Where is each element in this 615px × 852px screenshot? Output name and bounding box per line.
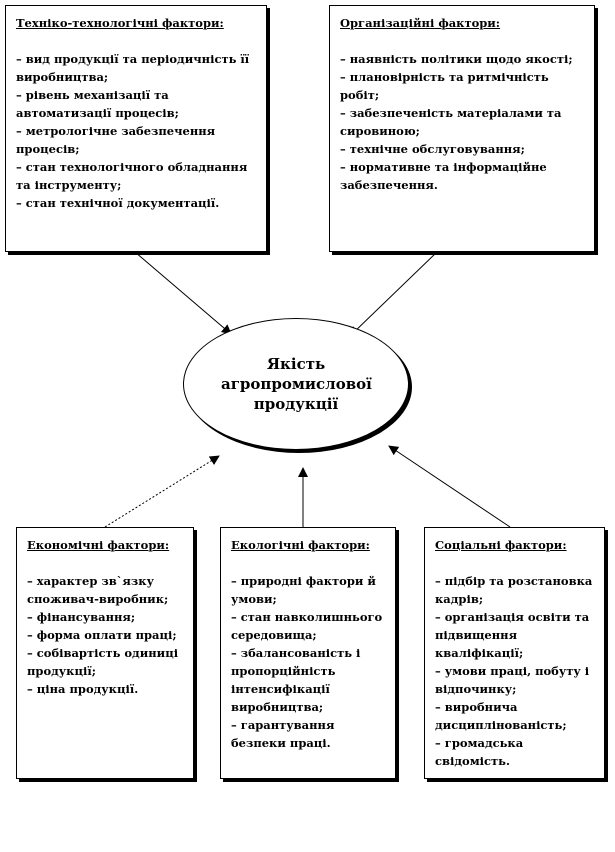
ecological-factor-item: – гарантування безпеки праці. <box>231 716 385 752</box>
social-factor-item: – умови праці, побуту і відпочинку; <box>435 662 594 698</box>
social-factor-item: – громадська свідомість. <box>435 734 594 770</box>
economic-factors-box <box>16 527 194 779</box>
organizational-factor-item: – нормативне та інформаційне забезпечення. <box>340 158 584 194</box>
ecological-factor-item: – природні фактори й умови; <box>231 572 385 608</box>
economic-factor-item: – фінансування; <box>27 608 183 626</box>
technical-factor-item: – стан технологічного обладнання та інструменту; <box>16 158 256 194</box>
technical-factor-item: – стан технічної документації. <box>16 194 256 212</box>
social-factors-title: Соціальні фактори: <box>435 538 567 552</box>
organizational-factor-item: – технічне обслуговування; <box>340 140 584 158</box>
economic-factor-item: – ціна продукції. <box>27 680 183 698</box>
ecological-factors-title: Екологічні фактори: <box>231 538 370 552</box>
ecological-factor-item: – стан навколишнього середовища; <box>231 608 385 644</box>
organizational-factor-item: – плановірність та ритмічність робіт; <box>340 68 584 104</box>
social-factor-item: – організація освіти та підвищення кваліфікації; <box>435 608 594 662</box>
arrow-technical <box>135 252 231 334</box>
ecological-factor-item: – збалансованість і пропорційність інтенсифікації виробництва; <box>231 644 385 716</box>
economic-factor-item: – форма оплати праці; <box>27 626 183 644</box>
social-factors-box <box>424 527 605 779</box>
arrow-economic <box>105 456 219 527</box>
economic-factors-title: Економічні фактори: <box>27 538 170 552</box>
ecological-factors-box <box>220 527 396 779</box>
technical-factor-item: – вид продукції та періодичність її виробництва; <box>16 50 256 86</box>
technical-factor-item: – рівень механізації та автоматизації процесів; <box>16 86 256 122</box>
organizational-factor-item: – забезпеченість матеріалами та сировиною; <box>340 104 584 140</box>
social-factor-item: – підбір та розстановка кадрів; <box>435 572 594 608</box>
arrow-social <box>389 446 510 527</box>
organizational-factors-title: Організаційні фактори: <box>340 16 501 30</box>
technical-factor-item: – метрологічне забезпечення процесів; <box>16 122 256 158</box>
technical-factors-title: Техніко-технологічні фактори: <box>16 16 224 30</box>
economic-factor-item: – характер зв`язку споживач-виробник; <box>27 572 183 608</box>
organizational-factor-item: – наявність політики щодо якості; <box>340 50 584 68</box>
social-factor-item: – виробнича дисциплінованість; <box>435 698 594 734</box>
organizational-factors-box <box>329 5 595 252</box>
technical-factors-box <box>5 5 267 252</box>
economic-factor-item: – собівартість одиниці продукції; <box>27 644 183 680</box>
arrow-organizational <box>350 252 437 336</box>
center-label: Якість агропромислової продукції <box>221 355 372 413</box>
quality-center-node <box>183 318 409 450</box>
